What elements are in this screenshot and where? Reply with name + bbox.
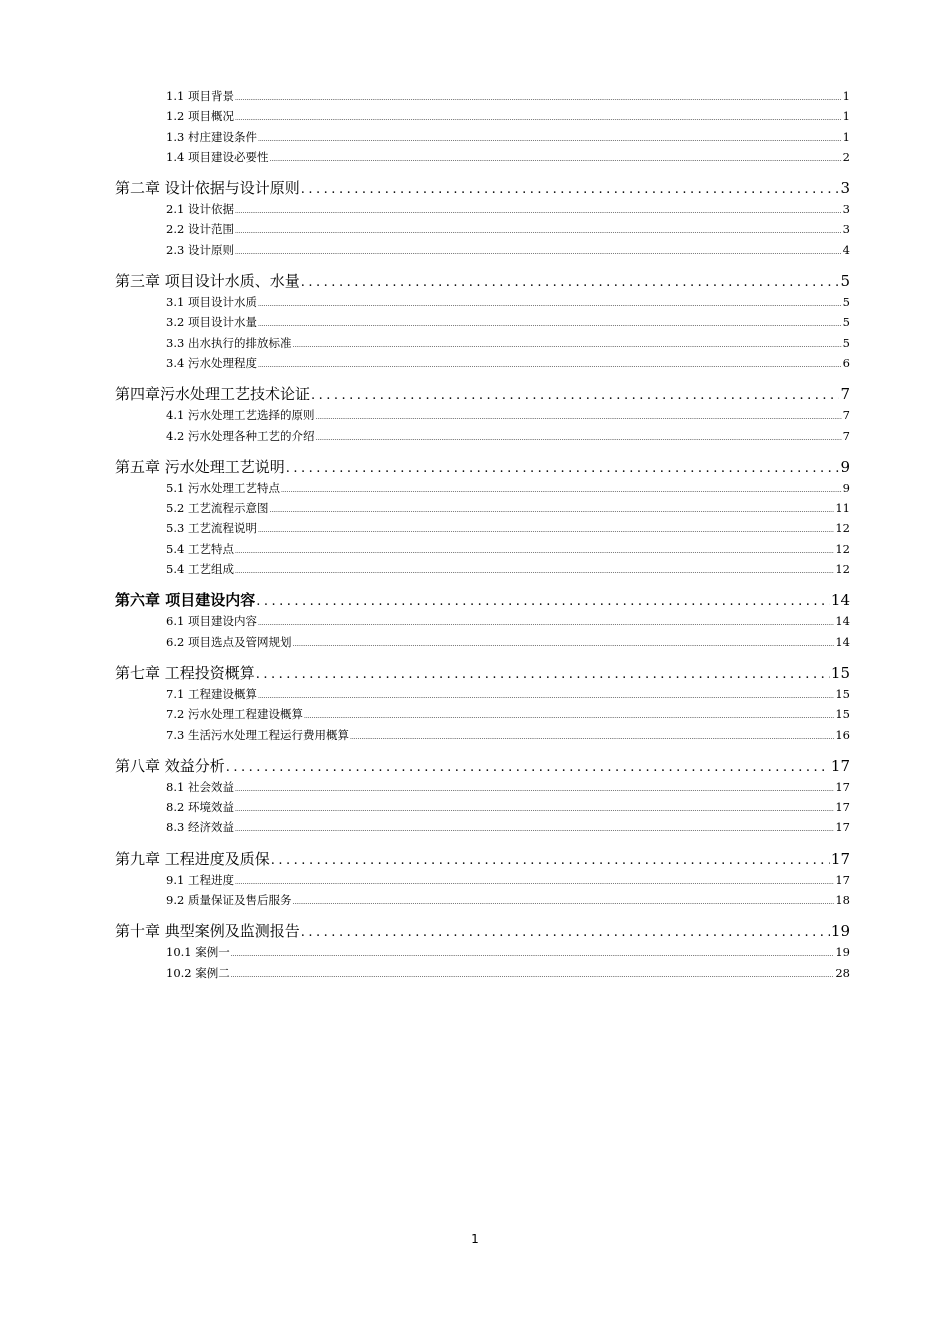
toc-entry-page: 19 [835,945,850,960]
toc-entry-page: 3 [842,222,850,237]
toc-leader-dots [292,336,841,356]
toc-entry-page: 5 [842,315,850,330]
toc-chapter-entry[interactable] [115,849,850,870]
toc-entry-page: 7 [840,385,850,404]
toc-entry-title: 第六章 项目建设内容 [115,591,256,610]
toc-entry-page: 12 [835,541,850,556]
toc-leader-dots [269,150,841,170]
toc-chapter-entry[interactable] [115,178,850,199]
toc-entry-title: 3.3 出水执行的排放标准 [166,335,292,350]
toc-entry-title: 1.1 项目背景 [166,89,234,103]
toc-entry-page: 12 [835,521,850,536]
toc-entry-page: 5 [842,335,850,350]
toc-chapter-entry[interactable] [115,663,850,684]
toc-entry-title: 第三章 项目设计水质、水量 [115,272,300,291]
toc-entry-title: 5.3 工艺流程说明 [166,521,257,536]
toc-leader-dots [231,966,835,986]
toc-entry-page: 4 [842,242,850,257]
toc-entry-title: 第八章 效益分析 [115,756,225,775]
toc-entry-page: 1 [842,89,850,103]
toc-leader-dots [235,542,834,562]
toc-section-entry[interactable] [166,559,850,579]
toc-entry-page: 1 [842,109,850,124]
toc-leader-dots [301,922,830,943]
toc-chapter-entry[interactable] [115,384,850,405]
toc-chapter-entry[interactable] [115,271,850,292]
toc-leader-dots [235,222,842,242]
toc-leader-dots [235,800,834,820]
toc-entry-page: 1 [842,129,850,144]
page-number: 1 [471,1232,479,1246]
toc-entry-title: 2.2 设计范围 [166,222,234,237]
toc-section-entry[interactable] [166,684,850,704]
toc-leader-dots [304,707,834,727]
toc-entry-title: 8.2 环境效益 [166,800,234,815]
toc-section-entry[interactable] [166,870,850,890]
toc-leader-dots [235,820,834,840]
toc-leader-dots [258,356,842,376]
toc-section-entry[interactable] [166,518,850,538]
toc-entry-title: 第五章 污水处理工艺说明 [115,457,285,476]
toc-section-entry[interactable] [166,240,850,260]
toc-entry-page: 14 [830,591,850,610]
toc-section-entry[interactable] [166,333,850,353]
toc-leader-dots [311,385,839,406]
toc-entry-title: 5.2 工艺流程示意图 [166,501,269,516]
toc-leader-dots [235,202,842,222]
toc-section-entry[interactable] [166,199,850,219]
toc-leader-dots [258,521,834,541]
toc-leader-dots [258,614,834,634]
toc-entry-title: 第二章 设计依据与设计原则 [115,179,300,198]
toc-entry-title: 3.2 项目设计水量 [166,315,257,330]
toc-section-entry[interactable] [166,498,850,518]
toc-section-entry[interactable] [166,219,850,239]
toc-entry-page: 17 [835,800,850,815]
toc-leader-dots [231,945,835,965]
toc-section-entry[interactable] [166,312,850,332]
toc-section-entry[interactable] [166,106,850,126]
toc-entry-title: 1.4 项目建设必要性 [166,149,269,164]
toc-entry-title: 1.2 项目概况 [166,109,234,124]
toc-entry-title: 5.4 工艺组成 [166,562,234,577]
toc-leader-dots [235,562,834,582]
toc-leader-dots [258,687,834,707]
toc-section-entry[interactable] [166,292,850,312]
toc-entry-title: 9.1 工程进度 [166,872,234,887]
toc-entry-title: 3.4 污水处理程度 [166,355,257,370]
toc-entry-page: 14 [835,634,850,649]
toc-leader-dots [226,757,830,778]
toc-leader-dots [256,591,830,612]
toc-leader-dots [292,893,834,913]
toc-entry-page: 17 [835,820,850,835]
toc-leader-dots [258,130,842,150]
toc-section-entry[interactable] [166,478,850,498]
toc-section-entry[interactable] [166,817,850,837]
toc-leader-dots [235,243,842,263]
toc-entry-page: 11 [835,501,850,516]
toc-entry-page: 17 [835,872,850,887]
toc-entry-title: 2.3 设计原则 [166,242,234,257]
toc-entry-page: 9 [842,480,850,495]
toc-entry-page: 3 [840,179,850,198]
toc-leader-dots [281,481,842,501]
toc-section-entry[interactable] [166,725,850,745]
toc-section-entry[interactable] [166,127,850,147]
toc-entry-title: 第四章污水处理工艺技术论证 [115,385,311,404]
toc-entry-title: 4.2 污水处理各种工艺的介绍 [166,428,315,443]
toc-leader-dots [256,664,830,685]
toc-leader-dots [315,429,841,449]
toc-entry-title: 第九章 工程进度及质保 [115,849,270,868]
toc-chapter-entry[interactable] [115,756,850,777]
toc-leader-dots [301,272,840,293]
toc-section-entry[interactable] [166,539,850,559]
toc-section-entry[interactable] [166,86,850,106]
toc-entry-title: 8.1 社会效益 [166,779,234,794]
toc-entry-title: 第十章 典型案例及监测报告 [115,922,300,941]
toc-entry-title: 7.2 污水处理工程建设概算 [166,707,303,722]
toc-entry-page: 18 [835,893,850,908]
toc-entry-page: 28 [835,965,850,980]
toc-section-entry[interactable] [166,611,850,631]
toc-entry-page: 2 [842,149,850,164]
toc-entry-page: 17 [830,849,850,868]
toc-entry-title: 7.1 工程建设概算 [166,686,257,701]
toc-entry-page: 15 [830,663,850,682]
toc-section-entry[interactable] [166,890,850,910]
toc-entry-page: 14 [835,614,850,629]
toc-section-entry[interactable] [166,797,850,817]
toc-entry-page: 12 [835,562,850,577]
toc-entry-title: 8.3 经济效益 [166,820,234,835]
toc-entry-page: 5 [842,295,850,310]
toc-entry-page: 7 [842,408,850,423]
toc-entry-title: 10.2 案例二 [166,965,230,980]
toc-leader-dots [292,635,834,655]
toc-entry-title: 10.1 案例一 [166,945,230,960]
toc-entry-page: 7 [842,428,850,443]
toc-section-entry[interactable] [166,426,850,446]
toc-entry-page: 16 [835,727,850,742]
toc-section-entry[interactable] [166,942,850,962]
toc-section-entry[interactable] [166,963,850,983]
toc-leader-dots [235,89,842,109]
toc-leader-dots [350,728,834,748]
toc-leader-dots [315,408,841,428]
toc-entry-page: 9 [840,457,850,476]
toc-leader-dots [235,873,834,893]
toc-chapter-entry[interactable] [115,921,850,942]
toc-chapter-entry[interactable] [115,457,850,478]
toc-entry-title: 7.3 生活污水处理工程运行费用概算 [166,727,349,742]
toc-leader-dots [301,179,840,200]
toc-entry-page: 19 [830,922,850,941]
toc-leader-dots [258,315,842,335]
toc-entry-title: 1.3 村庄建设条件 [166,129,257,144]
toc-section-entry[interactable] [166,704,850,724]
toc-entry-title: 3.1 项目设计水质 [166,295,257,310]
toc-entry-title: 第七章 工程投资概算 [115,663,255,682]
toc-entry-page: 17 [830,756,850,775]
toc-entry-page: 17 [835,779,850,794]
toc-entry-page: 15 [835,707,850,722]
toc-entry-title: 5.4 工艺特点 [166,541,234,556]
toc-section-entry[interactable] [166,147,850,167]
toc-leader-dots [271,850,830,871]
toc-leader-dots [235,109,842,129]
toc-section-entry[interactable] [166,353,850,373]
toc-entry-page: 3 [842,202,850,217]
toc-entry-page: 6 [842,355,850,370]
toc-entry-title: 6.2 项目选点及管网规划 [166,634,292,649]
toc-entry-title: 9.2 质量保证及售后服务 [166,893,292,908]
toc-leader-dots [258,295,842,315]
table-of-contents [115,86,850,983]
toc-leader-dots [269,501,834,521]
toc-entry-title: 6.1 项目建设内容 [166,614,257,629]
toc-section-entry[interactable] [166,777,850,797]
toc-entry-page: 15 [835,686,850,701]
toc-leader-dots [286,458,840,479]
toc-entry-title: 2.1 设计依据 [166,202,234,217]
toc-chapter-entry[interactable] [115,590,850,611]
toc-entry-title: 4.1 污水处理工艺选择的原则 [166,408,315,423]
toc-section-entry[interactable] [166,632,850,652]
toc-leader-dots [235,780,834,800]
toc-entry-page: 5 [840,272,850,291]
toc-section-entry[interactable] [166,405,850,425]
toc-entry-title: 5.1 污水处理工艺特点 [166,480,280,495]
